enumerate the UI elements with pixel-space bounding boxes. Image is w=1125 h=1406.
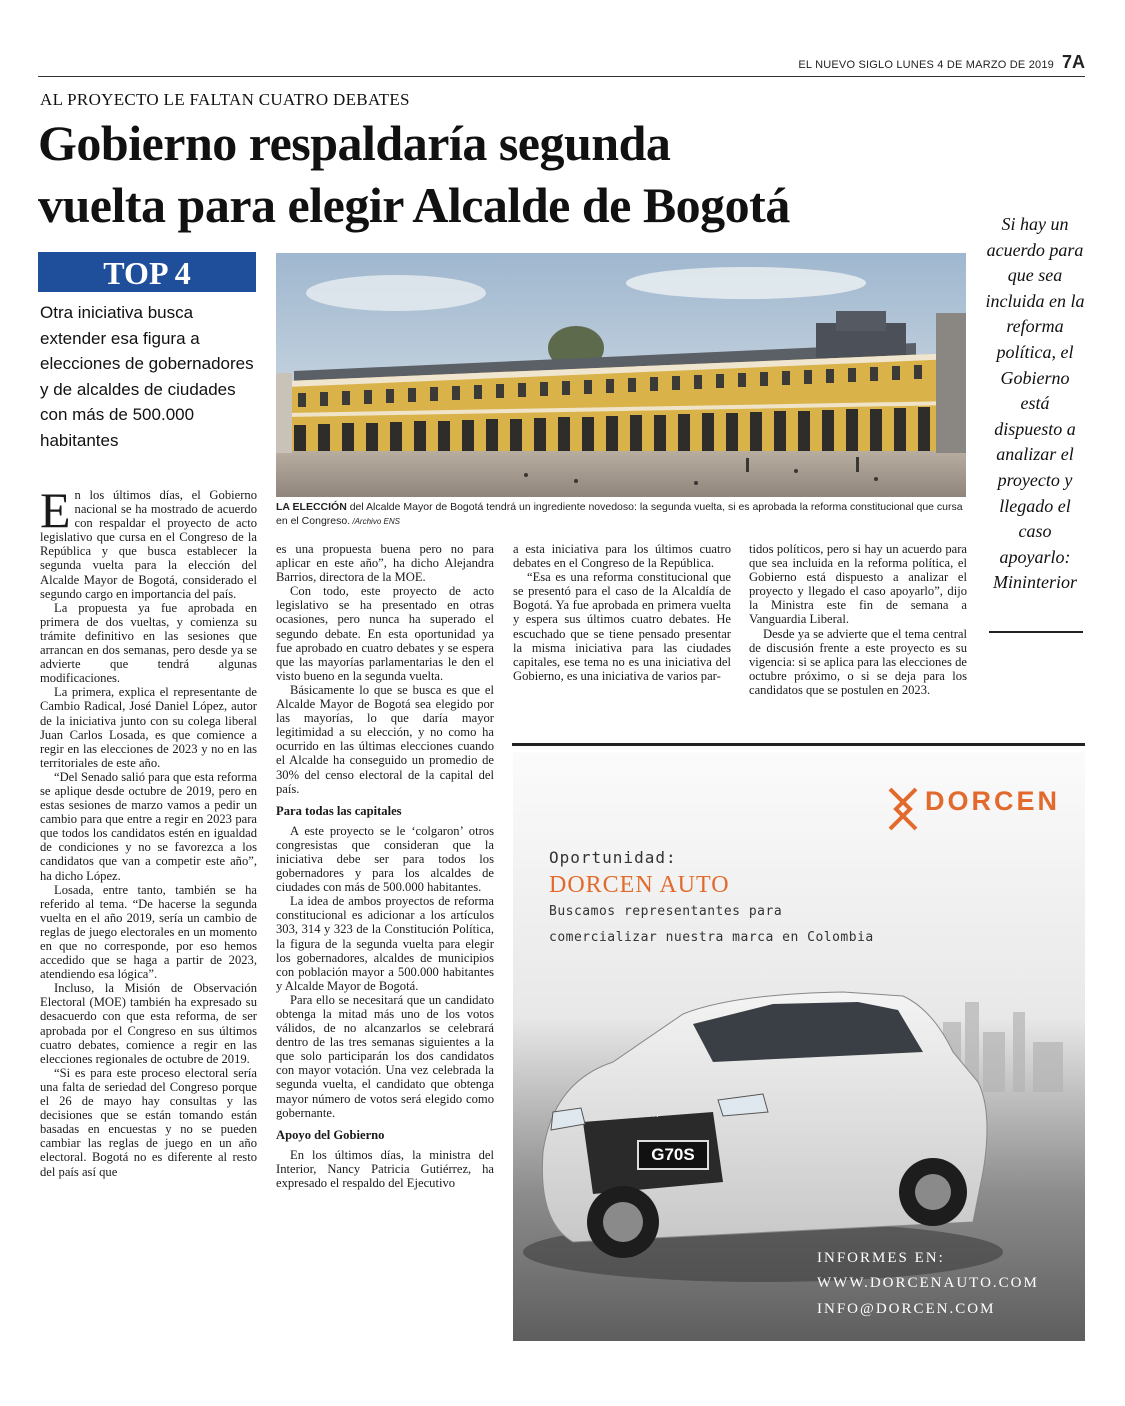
masthead-date: EL NUEVO SIGLO LUNES 4 DE MARZO DE 2019 — [798, 59, 1054, 71]
ad-website: WWW.DORCENAUTO.COM — [817, 1275, 1039, 1291]
paragraph: es una propuesta buena pero no para aplicar en este año”, ha dicho Alejandra Barrios, directora de la MOE. — [276, 542, 494, 585]
drop-cap: E — [40, 482, 71, 538]
caption-text: del Alcalde Mayor de Bogotá tendrá un ingrediente novedoso: la segunda vuelta, si es aprobada la reforma constitucional que cursa en el Congreso. — [276, 501, 963, 527]
article-column-4 — [749, 542, 967, 697]
page-number: 7A — [1061, 52, 1085, 72]
paragraph: tidos políticos, pero si hay un acuerdo para que sea incluida en la reforma política, el Gobierno está dispuesto a analizar el proyecto y llegado el caso apoyarlo”, dijo la Ministra este fin de semana a Vanguardia Liberal. — [749, 542, 967, 627]
building-illustration — [276, 253, 966, 497]
masthead-rule — [38, 76, 1085, 77]
headline — [38, 112, 998, 236]
kicker: AL PROYECTO LE FALTAN CUATRO DEBATES — [40, 90, 410, 109]
ad-line-market: comercializar nuestra marca en Colombia — [549, 930, 874, 945]
paragraph: En los últimos días, el Gobierno nacional se ha mostrado de acuerdo con respaldar el proyecto de acto legislativo que cursa en el Congreso de la República y que busca establecer la segunda vuelta para la elección del Alcalde Mayor de Bogotá, considerado el segundo cargo en importancia del país. — [40, 482, 257, 601]
paragraph: A este proyecto se le ‘colgaron’ otros congresistas que consideran que la iniciativa debe ser para todos los gobernadores y para los alcaldes de ciudades con más de 500.000 habitantes. — [276, 823, 494, 895]
section-subhead: Para todas las capitales — [276, 803, 402, 818]
ad-license-plate: G70S — [637, 1140, 709, 1170]
masthead — [798, 52, 1085, 73]
ad-email: INFO@DORCEN.COM — [817, 1301, 996, 1317]
paragraph: Básicamente lo que se busca es que el Alcalde Mayor de Bogotá sea elegido por las mayorías, lo que daría mayor legitimidad a su elección, y no como ha ocurrido en las últimas elecciones cuando el Alcalde ha conseguido un promedio de 30% del censo electoral de la capital del país. — [276, 682, 494, 796]
caption-lead: LA ELECCIÓN — [276, 501, 347, 513]
subheadline: Otra iniciativa busca extender esa figura a elecciones de gobernadores y de alcaldes de ciudades con más de 500.000 habitantes — [40, 303, 254, 450]
paragraph: La idea de ambos proyectos de reforma constitucional es adicionar a los artículos 303, 314 y 323 de la Constitución Política, la figura de la segunda vuelta para elegir los gobernadores, alcaldes de municipios con población mayor a 500.000 habitantes y Alcalde Mayor de Bogotá. — [276, 894, 494, 993]
ad-info-label: INFORMES EN: — [817, 1250, 945, 1266]
paragraph: La primera, explica el representante de Cambio Radical, José Daniel López, autor de la iniciativa junto con su colega liberal Juan Carlos Losada, es que comience a regir en las elecciones de 2023 y no en las territoriales de este año. — [40, 685, 257, 770]
paragraph: “Esa es una reforma constitucional que se presentó para el caso de la Alcaldía de Bogotá. Ya fue aprobada en primera vuelta y espera sus últimos cuatro debates. He escuchado que se tiene pensado presentar la misma iniciativa para las ciudades capitales, ese tema no es una iniciativa del Gobierno, es una iniciativa de varios par- — [513, 570, 731, 683]
ad-line-brand-name: DORCEN AUTO — [549, 872, 730, 898]
paragraph: Con todo, este proyecto de acto legislativo se ha presentado en otras ocasiones, pero nunca ha superado el segundo debate. En esta oportunidad ya fue aprobado en cuatro debates y se espera que las mayorías parlamentarias le den el visto bueno en la segunda vuelta. — [276, 584, 494, 683]
ad-artwork — [513, 752, 1085, 1341]
article-column-2 — [276, 542, 494, 1190]
ad-brand: DORCEN — [925, 786, 1061, 816]
caption-credit: /Archivo ENS — [350, 517, 400, 526]
ad-grille-text: DORCEN — [609, 1110, 662, 1119]
photo-caption — [276, 500, 966, 529]
article-column-1 — [40, 482, 257, 1179]
section-subhead: Apoyo del Gobierno — [276, 1127, 385, 1142]
paragraph: En los últimos días, la ministra del Interior, Nancy Patricia Gutiérrez, ha expresado el respaldo del Ejecutivo — [276, 1147, 494, 1191]
city-hall-photo — [276, 253, 966, 497]
ad-top-rule — [512, 743, 1085, 746]
paragraph: Losada, entre tanto, también se ha referido al tema. “De hacerse la segunda vuelta en el año 2019, sería un cambio de reglas de juego electorales en un momento en que no corresponde, por eso hemos accedido que se haga a partir de 2023, atendiendo esa lógica”. — [40, 882, 257, 982]
paragraph: Incluso, la Misión de Observación Electoral (MOE) también ha expresado su desacuerdo con que esta reforma, de ser aprobada por el Congreso en sus últimos cuatro debates, comience a regir en las elecciones regionales de octubre de 2019. — [40, 981, 257, 1066]
paragraph: “Del Senado salió para que esta reforma se aplique desde octubre de 2019, pero en estas sesiones de marzo vamos a pedir un cambio para que entre a regir en 2023 para que todos los candidatos estén en igualdad de condiciones y no se favorezca a los candidatos que van a competir este año”, ha dicho López. — [40, 769, 257, 883]
dorcen-advertisement — [513, 752, 1085, 1341]
paragraph: “Si es para este proceso electoral sería una falta de seriedad del Congreso porque el 26 de mayo hay consultas y las decisiones que se están tomando están basadas en encuestas y no se pueden cambiar las reglas de juego en un año electoral. Bogotá no es diferente al resto del país así que — [40, 1065, 257, 1179]
paragraph: La propuesta ya fue aprobada en primera de dos vueltas, y comienza su trámite definitivo en las sesiones que arrancan en dos semanas, pero desde ya se advierte que tendrá algunas modificaciones. — [40, 600, 257, 686]
headline-line-2: vuelta para elegir Alcalde de Bogotá — [38, 177, 790, 233]
pull-quote: Si hay un acuerdo para que sea incluida en la reforma política, el Gobierno está dispuesto a analizar el proyecto y llegado el caso apoyarlo: Mininterior — [985, 214, 1085, 593]
article-column-3 — [513, 542, 731, 683]
top-badge: TOP 4 — [38, 252, 256, 292]
paragraph: Para ello se necesitará que un candidato obtenga la mitad más uno de los votos válidos, de no alcanzarlos se celebrará dentro de las tres semanas siguientes a la que solo participarán los dos candidatos con mayor votación. Una vez celebrada la segunda vuelta, el candidato que obtenga mayor número de votos será elegido como gobernante. — [276, 992, 494, 1120]
paragraph: a esta iniciativa para los últimos cuatro debates en el Congreso de la República. — [513, 542, 731, 571]
ad-line-opportunity: Oportunidad: — [549, 848, 677, 867]
ad-line-seeking: Buscamos representantes para — [549, 904, 783, 919]
headline-line-1: Gobierno respaldaría segunda — [38, 115, 671, 171]
pull-quote-rule — [989, 631, 1083, 633]
paragraph: Desde ya se advierte que el tema central de discusión frente a este proyecto es su vigencia: si se aplica para las elecciones de octubre próximo, o si se deja para los candidatos que se postulen en 2023. — [749, 626, 967, 697]
